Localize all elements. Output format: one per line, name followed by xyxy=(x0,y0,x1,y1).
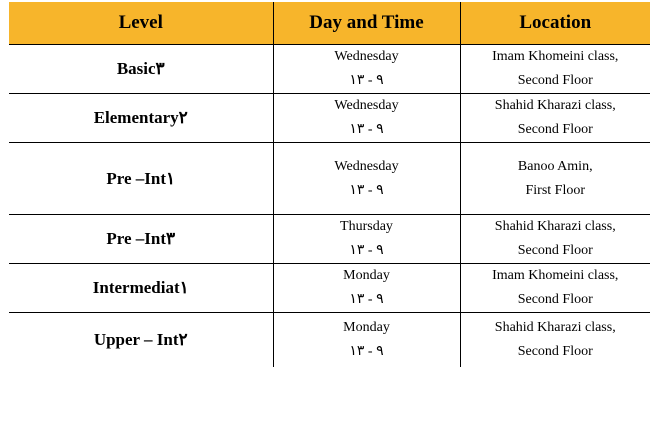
class-schedule-table xyxy=(9,2,650,367)
day-text: Wednesday xyxy=(334,98,399,113)
location-line-1: Shahid Kharazi class, xyxy=(494,98,616,113)
level-cell: Basic٣ xyxy=(9,45,273,94)
location-line-1: Shahid Kharazi class, xyxy=(494,219,616,234)
day-time-cell xyxy=(273,143,460,215)
level-cell: Upper – Int٢ xyxy=(9,313,273,368)
table-row xyxy=(9,264,650,313)
location-line-2: Second Floor xyxy=(517,122,593,137)
location-line-1: Shahid Kharazi class, xyxy=(494,320,616,335)
day-text: Wednesday xyxy=(334,49,399,64)
time-text: ٩ - ١٣ xyxy=(349,344,384,359)
level-cell: Pre –Int٣ xyxy=(9,215,273,264)
day-text: Wednesday xyxy=(334,158,399,174)
day-time-cell xyxy=(273,45,460,94)
location-cell xyxy=(460,313,650,368)
time-text: ٩ - ١٣ xyxy=(349,292,384,307)
location-line-2: Second Floor xyxy=(517,292,593,307)
day-time-cell xyxy=(273,94,460,143)
location-cell xyxy=(460,264,650,313)
location-cell xyxy=(460,45,650,94)
table-row xyxy=(9,215,650,264)
location-line-2: Second Floor xyxy=(517,344,593,359)
day-time-cell xyxy=(273,264,460,313)
table-row xyxy=(9,313,650,368)
header-day-time: Day and Time xyxy=(273,2,460,45)
time-text: ٩ - ١٣ xyxy=(349,73,384,88)
location-line-1: Imam Khomeini class, xyxy=(492,268,619,283)
location-cell xyxy=(460,94,650,143)
location-line-1: Banoo Amin, xyxy=(517,158,593,174)
location-cell xyxy=(460,215,650,264)
day-text: Monday xyxy=(343,268,390,283)
table-row xyxy=(9,45,650,94)
table-row xyxy=(9,94,650,143)
location-line-2: Second Floor xyxy=(517,243,593,258)
table-row xyxy=(9,143,650,215)
header-row xyxy=(9,2,650,45)
level-cell: Pre –Int١ xyxy=(9,143,273,215)
day-time-cell xyxy=(273,313,460,368)
level-cell: Elementary٢ xyxy=(9,94,273,143)
location-line-1: Imam Khomeini class, xyxy=(492,49,619,64)
location-line-2: First Floor xyxy=(525,182,585,198)
header-location: Location xyxy=(460,2,650,45)
location-cell xyxy=(460,143,650,215)
time-text: ٩ - ١٣ xyxy=(349,182,384,198)
level-cell: Intermediat١ xyxy=(9,264,273,313)
time-text: ٩ - ١٣ xyxy=(349,243,384,258)
day-text: Monday xyxy=(343,320,390,335)
location-line-2: Second Floor xyxy=(517,73,593,88)
time-text: ٩ - ١٣ xyxy=(349,122,384,137)
header-level: Level xyxy=(9,2,273,45)
day-time-cell xyxy=(273,215,460,264)
day-text: Thursday xyxy=(340,219,393,234)
